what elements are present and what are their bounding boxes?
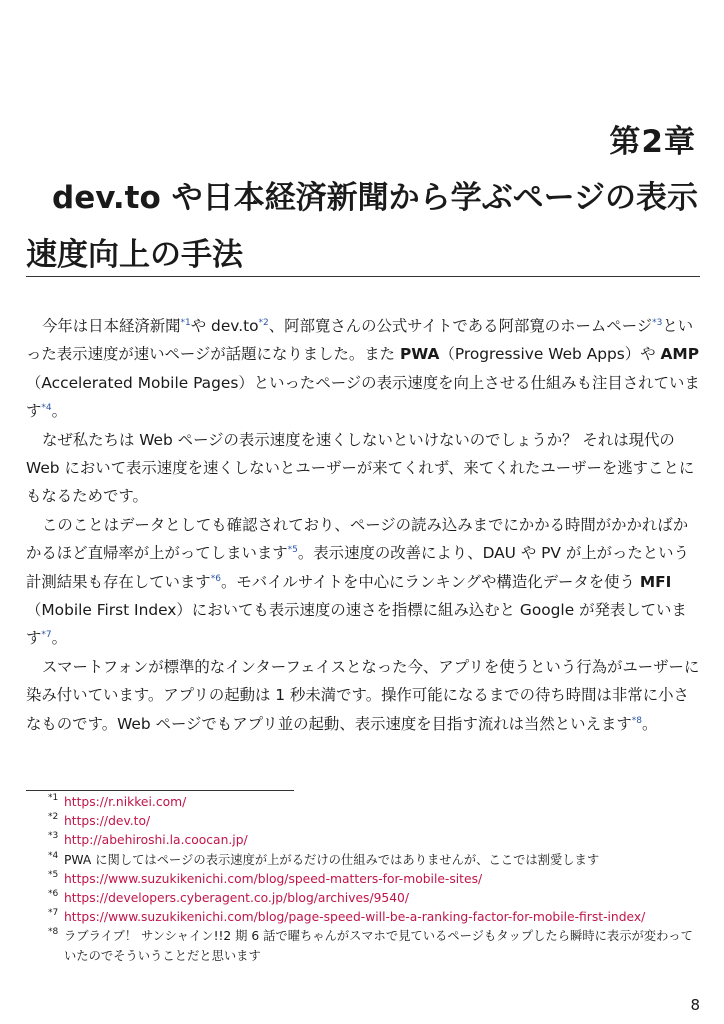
- chapter-title: dev.to や日本経済新聞から学ぶページの表示速度向上の手法: [26, 180, 698, 273]
- pwa-term: PWA: [399, 345, 440, 364]
- footnote-6: [48, 889, 704, 908]
- footnote-link[interactable]: https://developers.cyberagent.co.jp/blog/archives/9540/: [64, 891, 410, 906]
- footnote-mark: *5: [48, 869, 59, 880]
- footnote-ref-6[interactable]: *6: [210, 573, 221, 584]
- paragraph-4: スマートフォンが標準的なインターフェイスとなった今、アプリを使うという行為がユーザーに染み付いています。アプリの起動は 1 秒未満です。操作可能になるまでの待ち時間は非常に小さなものです。Web ページでもアプリ並の起動、表示速度を目指す流れは当然といえます$^{*8}$。: [26, 657, 700, 733]
- footnote-ref-2[interactable]: *2: [258, 318, 269, 328]
- footnote-1: [48, 793, 704, 812]
- footnote-text: PWA に関してはページの表示速度が上がるだけの仕組みではありませんが、ここでは割愛します: [64, 852, 600, 867]
- footnote-ref-7[interactable]: *7: [41, 630, 52, 641]
- footnote-mark: *8: [48, 927, 59, 938]
- footnote-2: [48, 812, 704, 831]
- footnote-mark: *2: [48, 812, 59, 823]
- footnote-ref-5[interactable]: *5: [287, 545, 298, 556]
- footnote-mark: *6: [48, 889, 59, 900]
- footnote-mark: *7: [48, 908, 59, 919]
- footnote-4: [48, 851, 704, 870]
- body-text: [26, 312, 700, 738]
- footnote-ref-4[interactable]: *4: [41, 403, 52, 414]
- footnote-mark: *4: [48, 850, 59, 861]
- chapter-label: 第2章: [609, 124, 696, 160]
- footnote-mark: *3: [48, 831, 59, 842]
- footnote-5: [48, 870, 704, 889]
- mfi-term: MFI: [639, 572, 672, 591]
- footnote-divider: [26, 790, 294, 791]
- footnotes: [48, 793, 704, 966]
- page-number: 8: [690, 996, 700, 1014]
- footnote-link[interactable]: https://www.suzukikenichi.com/blog/page-speed-will-be-a-ranking-factor-for-mobile-first-index/: [64, 910, 646, 925]
- title-divider: [26, 276, 700, 277]
- footnote-link[interactable]: https://dev.to/: [64, 814, 151, 829]
- footnote-3: [48, 831, 704, 850]
- footnote-mark: *1: [48, 793, 59, 803]
- paragraph-1: 今年は日本経済新聞$^{*1}$や dev.to$^{*2}$、阿部寛さんの公式サイトである阿部寛のホームページ$^{*3}$といった表示速度が速いページが話題になりました。また PWA（Progressive Web Apps）や AMP（Accelerated Mobile Pages）といったページの表示速度を向上させる仕組みも注目されています$^{*4}$。: [26, 317, 700, 421]
- footnote-link[interactable]: https://r.nikkei.com/: [64, 795, 187, 809]
- amp-term: AMP: [660, 345, 699, 364]
- footnote-link[interactable]: http://abehiroshi.la.coocan.jp/: [64, 833, 248, 848]
- footnote-ref-3[interactable]: *3: [652, 318, 663, 328]
- footnote-link[interactable]: https://www.suzukikenichi.com/blog/speed-matters-for-mobile-sites/: [64, 871, 483, 886]
- footnote-ref-8[interactable]: *8: [631, 715, 642, 726]
- footnote-ref-1[interactable]: *1: [180, 318, 191, 328]
- footnote-8: [48, 927, 704, 965]
- paragraph-3: このことはデータとしても確認されており、ページの読み込みまでにかかる時間がかかればかかるほど直帰率が上がってしまいます$^{*5}$。表示速度の改善により、DAU や PV が上がったという計測結果も存在しています$^{*6}$。モバイルサイトを中心にランキングや構造化データを使う MFI（Mobile First Index）においても表示速度の速さを指標に組み込むと Google が発表しています$^{*7}$。: [26, 515, 689, 648]
- footnote-text: ラブライブ！ サンシャイン!!2 期 6 話で曜ちゃんがスマホで見ているページもタップしたら瞬時に表示が変わっていたのでそういうことだと思います: [64, 929, 693, 963]
- footnote-7: [48, 908, 704, 927]
- paragraph-2: なぜ私たちは Web ページの表示速度を速くしないといけないのでしょうか？ それは現代の Web において表示速度を速くしないとユーザーが来てくれず、来てくれたユーザーを逃すことにもなるためです。: [26, 430, 695, 506]
